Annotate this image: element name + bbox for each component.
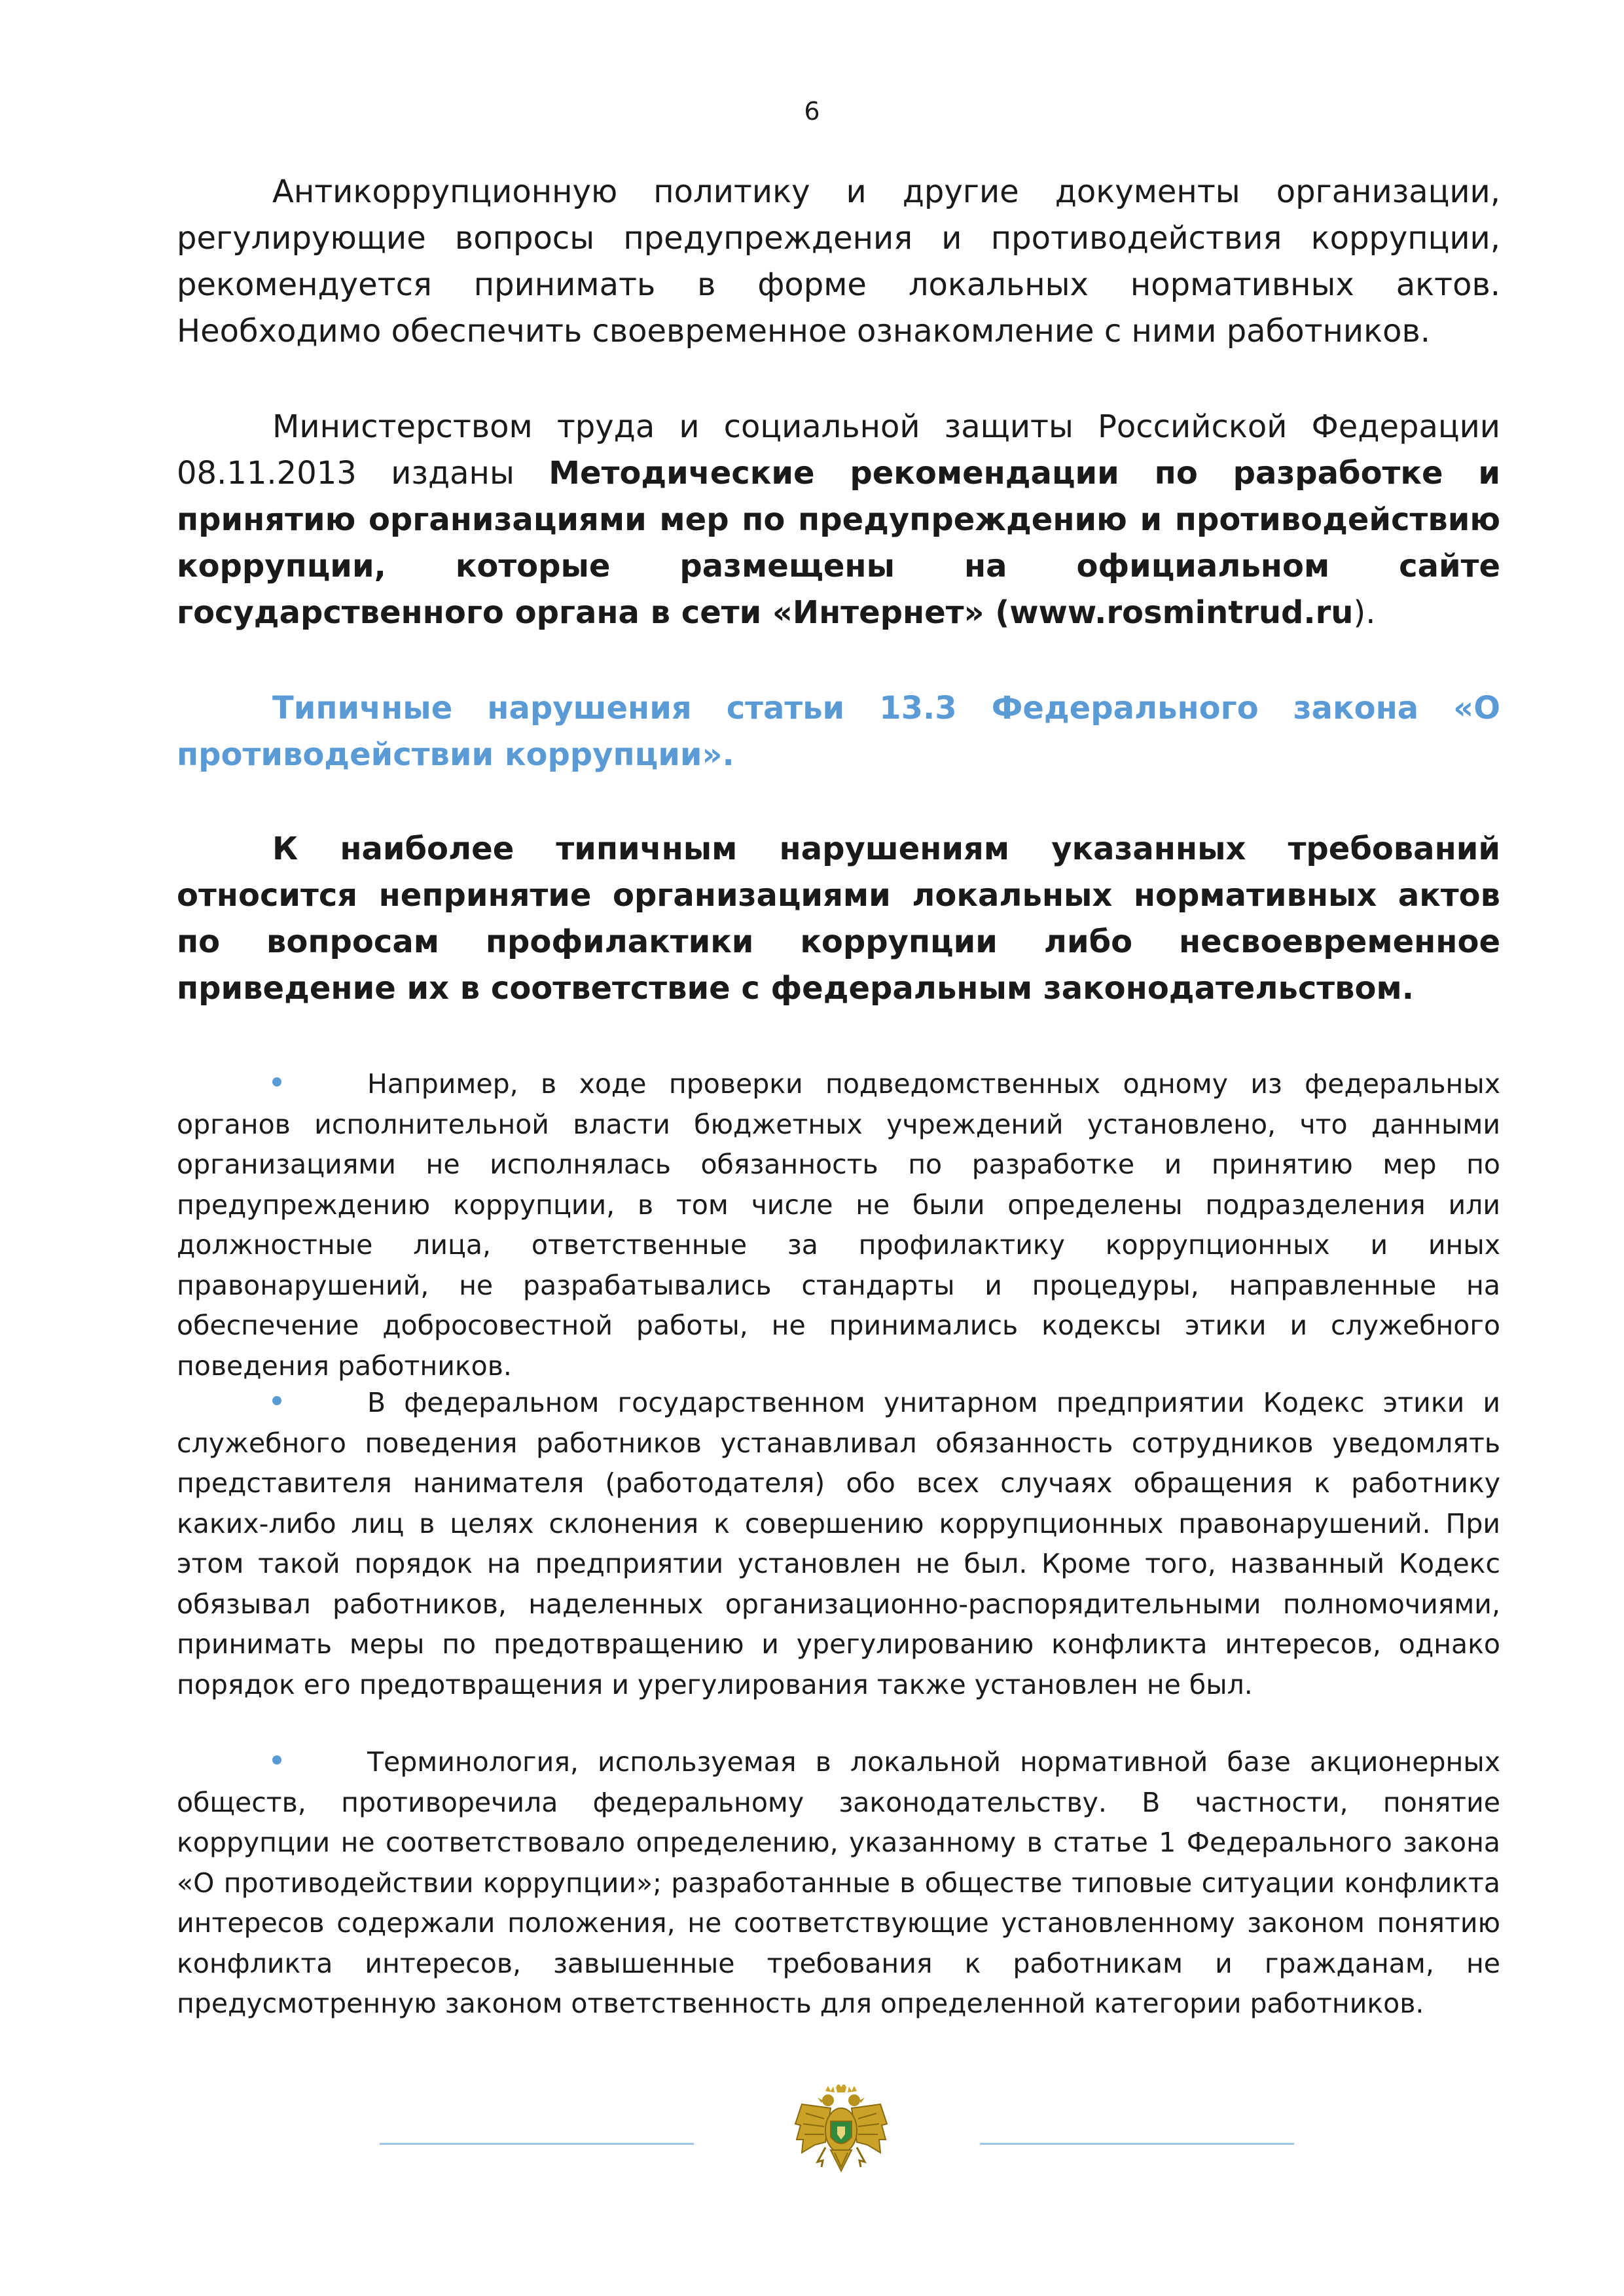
list-item-text: Терминология, используемая в локальной нормативной базе акционерных обществ, противоречила федеральному законодательству. В частности, понятие коррупции не соответствовало определению, указанному в статье 1 Федерального закона «О противодействии коррупции»; разработанные в обществе типовые ситуации конфликта интересов содержали положения, не соответствующие установленному законом понятию конфликта интересов, завышенные требования к работникам и гражданам, не предусмотренную законом ответственность для определенной категории работников. bbox=[177, 1746, 1500, 2019]
paragraph-typical-violations: К наиболее типичным нарушениям указанных требований относится непринятие организациями локальных нормативных актов по вопросам профилактики коррупции либо несвоевременное приведение их в соответствие с федеральным законодательством. bbox=[177, 831, 1500, 1007]
list-item bbox=[177, 1064, 1500, 1386]
list-item bbox=[177, 1742, 1500, 2024]
list-item-text: Например, в ходе проверки подведомственных одному из федеральных органов исполнительной власти бюджетных учреждений установлено, что данными организациями не исполнялась обязанность по разработке и принятию мер по предупреждению коррупции, в том числе не были определены подразделения или должностные лица, ответственные за профилактику коррупционных и иных правонарушений, не разрабатывались стандарты и процедуры, направленные на обеспечение добросовестной работы, не принимались кодексы этики и служебного поведения работников. bbox=[177, 1068, 1500, 1382]
list-item bbox=[177, 1383, 1500, 1705]
footer-divider-left bbox=[380, 2143, 694, 2145]
paragraph-ministry-recommendations bbox=[177, 404, 1500, 636]
list-item-text: В федеральном государственном унитарном предприятии Кодекс этики и служебного поведения работников устанавливал обязанность сотрудников уведомлять представителя нанимателя (работодателя) обо всех случаях обращения к работнику каких-либо лиц в целях склонения к совершению коррупционных правонарушений. При этом такой порядок на предприятии установлен не был. Кроме того, названный Кодекс обязывал работников, наделенных организационно-распорядительными полномочиями, принимать меры по предотвращению и урегулированию конфликта интересов, однако порядок его предотвращения и урегулирования также установлен не был. bbox=[177, 1387, 1500, 1700]
bullet-icon bbox=[272, 1755, 281, 1765]
page-number: 6 bbox=[804, 97, 820, 126]
bullet-icon bbox=[272, 1396, 281, 1405]
section-heading: Типичные нарушения статьи 13.3 Федерального закона «О противодействии коррупции». bbox=[177, 690, 1500, 773]
methodical-recommendations-title: Методические рекомендации по разработке и принятию организациями мер по предупреждению и противодействию коррупции, которые размещены на официальном сайте государственного органа в сети «Интернет» (www.rosmintrud.ru bbox=[177, 455, 1500, 631]
footer-divider-right bbox=[980, 2143, 1294, 2145]
bullet-icon bbox=[272, 1077, 281, 1086]
paragraph-ministry-end: ). bbox=[1353, 594, 1376, 631]
paragraph-ministry-text: Министерством труда и социальной защиты Российской Федерации 08.11.2013 изданы bbox=[177, 408, 1500, 492]
paragraph-anticorruption-policy: Антикоррупционную политику и другие документы организации, регулирующие вопросы предупреждения и противодействия коррупции, рекомендуется принимать в форме локальных нормативных актов. Необходимо обеспечить своевременное ознакомление с ними работников. bbox=[177, 173, 1500, 350]
double-headed-eagle-emblem bbox=[789, 2085, 893, 2189]
